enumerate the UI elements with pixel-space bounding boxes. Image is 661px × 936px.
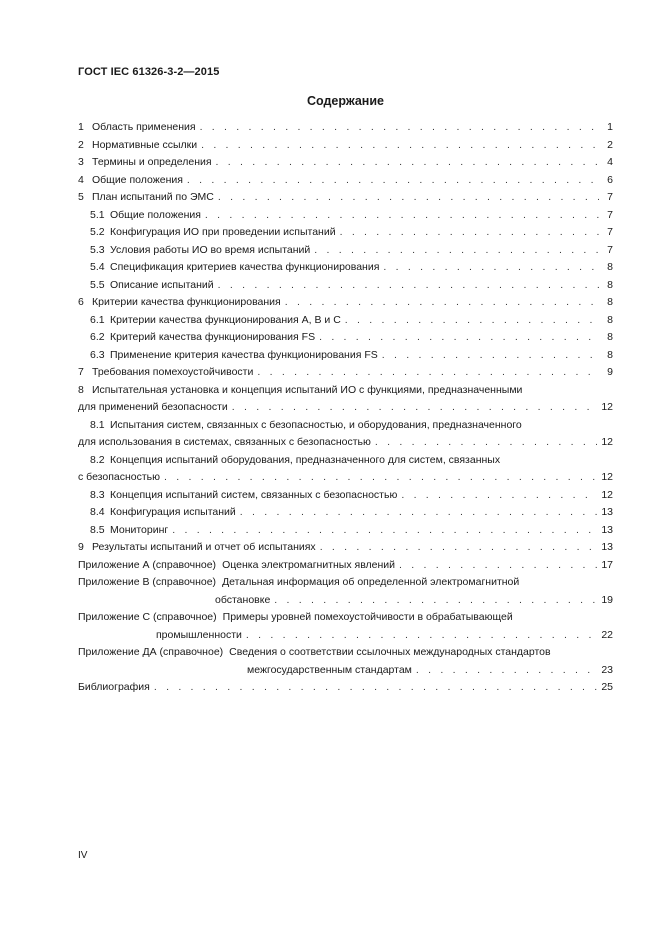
toc-entry-8-2[interactable]: 8.2 Концепция испытаний оборудования, предназначенного для систем, связанных с безопасностью . . . 12: [78, 452, 613, 487]
toc-appendix-b[interactable]: Приложение В (справочное) Детальная информация об определенной электромагнитной обстановке . . . 19: [78, 574, 613, 609]
page-number: IV: [78, 850, 88, 861]
toc-entry-6[interactable]: 6 Критерии качества функционирования . . . 8: [78, 294, 613, 312]
toc-entry-3[interactable]: 3 Термины и определения . . . 4: [78, 154, 613, 172]
toc-entry-2[interactable]: 2 Нормативные ссылки . . . 2: [78, 137, 613, 155]
toc-entry-5-2[interactable]: 5.2 Конфигурация ИО при проведении испытаний . . . 7: [78, 224, 613, 242]
toc-entry-8-4[interactable]: 8.4 Конфигурация испытаний . . . 13: [78, 504, 613, 522]
toc-entry-6-3[interactable]: 6.3 Применение критерия качества функционирования FS . . . 8: [78, 347, 613, 365]
toc-entry-5-5[interactable]: 5.5 Описание испытаний . . . 8: [78, 277, 613, 295]
page-title: Содержание: [306, 94, 384, 108]
document-header: ГОСТ IEC 61326-3-2—2015: [78, 66, 220, 78]
toc-entry-8-1[interactable]: 8.1 Испытания систем, связанных с безопасностью, и оборудования, предназначенного для использования в системах, связанных с безопасностью . . . 12: [78, 417, 613, 452]
toc-appendix-a[interactable]: Приложение А (справочное) Оценка электромагнитных явлений . . . 17: [78, 557, 613, 575]
toc-appendix-c[interactable]: Приложение С (справочное) Примеры уровней помехоустойчивости в обрабатывающей промышленности . . . 22: [78, 609, 613, 644]
toc-entry-5-1[interactable]: 5.1 Общие положения . . . 7: [78, 207, 613, 225]
toc-entry-6-2[interactable]: 6.2 Критерий качества функционирования FS . . . 8: [78, 329, 613, 347]
toc-entry-6-1[interactable]: 6.1 Критерии качества функционирования А, В и С . . . 8: [78, 312, 613, 330]
toc-entry-9[interactable]: 9 Результаты испытаний и отчет об испытаниях . . . 13: [78, 539, 613, 557]
toc-bibliography[interactable]: Библиография . . . 25: [78, 679, 613, 697]
toc-entry-5[interactable]: 5 План испытаний по ЭМС . . . 7: [78, 189, 613, 207]
toc-entry-4[interactable]: 4 Общие положения . . . 6: [78, 172, 613, 190]
toc-entry-5-3[interactable]: 5.3 Условия работы ИО во время испытаний . . . 7: [78, 242, 613, 260]
toc-entry-1[interactable]: 1 Область применения . . . 1: [78, 119, 613, 137]
toc-entry-8-3[interactable]: 8.3 Концепция испытаний систем, связанных с безопасностью . . . 12: [78, 487, 613, 505]
toc-entry-8-5[interactable]: 8.5 Мониторинг . . . 13: [78, 522, 613, 540]
table-of-contents: [78, 119, 613, 697]
toc-appendix-da[interactable]: Приложение ДА (справочное) Сведения о соответствии ссылочных международных стандартов межгосударственным стандартам . . . 23: [78, 644, 613, 679]
toc-entry-5-4[interactable]: 5.4 Спецификация критериев качества функционирования . . . 8: [78, 259, 613, 277]
toc-entry-7[interactable]: 7 Требования помехоустойчивости . . . 9: [78, 364, 613, 382]
toc-entry-8[interactable]: 8 Испытательная установка и концепция испытаний ИО с функциями, предназначенными для применений безопасности . . . 12: [78, 382, 613, 417]
